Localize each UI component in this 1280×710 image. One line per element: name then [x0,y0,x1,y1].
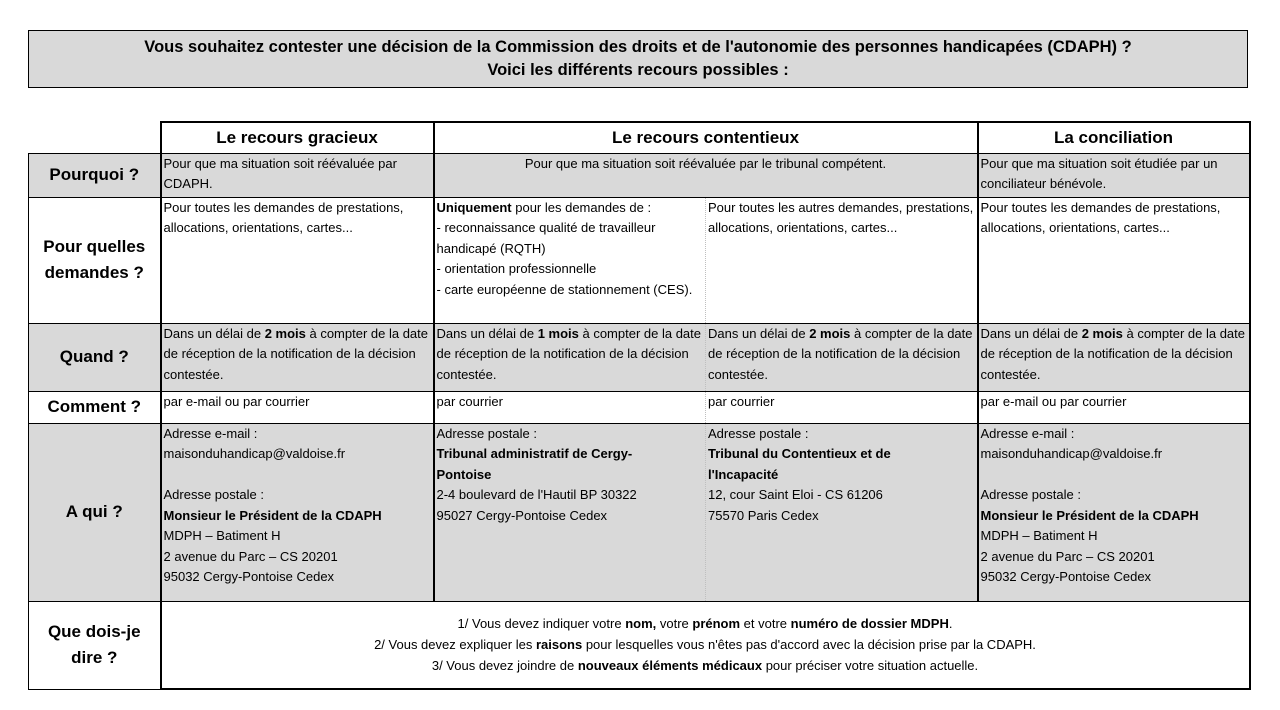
delay-conciliation: 2 mois [1081,325,1123,341]
cell-pourquoi-conciliation: Pour que ma situation soit étudiée par un conciliateur bénévole. [978,153,1250,197]
cdaph-address-3: 95032 Cergy-Pontoise Cedex [163,569,335,584]
cell-comment-contentieux-b: par courrier [706,391,978,423]
email-address: maisonduhandicap@valdoise.fr [980,446,1163,461]
row-comment [29,391,1250,423]
cell-pourquoi-gracieux: Pour que ma situation soit réévaluée par CDAPH. [161,153,434,197]
instruction-3: 3/ Vous devez joindre de nouveaux éléments médicaux pour préciser votre situation actuelle. [431,658,979,674]
row-que-dire [29,601,1250,689]
cell-quand-conciliation: Dans un délai de 2 mois à compter de la date de réception de la notification de la décision contestée. [978,323,1250,391]
cell-demandes-contentieux-b: Pour toutes les autres demandes, prestations, allocations, orientations, cartes... [706,197,978,323]
tribunal-contentieux-name-2: l'Incapacité [708,466,779,482]
tribunal-administratif-name-2: Pontoise [436,466,492,482]
tribunal-administratif-address-1: 2-4 boulevard de l'Hautil BP 30322 [436,487,637,502]
cell-a-qui-contentieux-b [706,423,978,601]
row-label-demandes [29,197,161,323]
row-label-demandes-line2: demandes ? [44,263,144,282]
tribunal-administratif-name-1: Tribunal administratif de Cergy- [436,446,633,461]
postal-label: Adresse postale : [436,425,537,441]
delay-contentieux-b: 2 mois [809,325,851,341]
cdaph-president: Monsieur le Président de la CDAPH [163,507,382,523]
instruction-2: 2/ Vous devez expliquer les raisons pour lesquelles vous n'êtes pas d'accord avec la décision prise par la CDAPH. [374,637,1036,653]
column-header-gracieux: Le recours gracieux [161,122,434,153]
cdaph-address-2: 2 avenue du Parc – CS 20201 [163,548,338,564]
delay-contentieux-a: 1 mois [537,325,579,341]
demandes-intro: pour les demandes de : [511,199,652,215]
header-row [29,122,1250,153]
demandes-item-orientation: - orientation professionnelle [436,261,597,276]
tribunal-contentieux-name-1: Tribunal du Contentieux et de [708,446,891,461]
email-address: maisonduhandicap@valdoise.fr [163,446,346,461]
row-label-quand: Quand ? [29,323,161,391]
row-label-que-dire [29,601,161,689]
row-pourquoi [29,153,1250,197]
postal-label: Adresse postale : [163,487,264,502]
column-header-contentieux: Le recours contentieux [434,122,978,153]
demandes-uniquement: Uniquement [436,199,512,215]
email-label: Adresse e-mail : [980,425,1075,441]
row-label-comment: Comment ? [29,391,161,423]
cell-comment-contentieux-a: par courrier [434,391,706,423]
cell-demandes-conciliation: Pour toutes les demandes de prestations, allocations, orientations, cartes... [978,197,1250,323]
cell-quand-contentieux-b: Dans un délai de 2 mois à compter de la date de réception de la notification de la décision contestée. [706,323,978,391]
row-quand [29,323,1250,391]
cell-demandes-gracieux: Pour toutes les demandes de prestations, allocations, orientations, cartes... [161,197,434,323]
row-demandes [29,197,1250,323]
corner-cell [29,122,161,153]
page-title-banner [28,30,1248,88]
delay-gracieux: 2 mois [264,325,306,341]
cell-quand-contentieux-a: Dans un délai de 1 mois à compter de la date de réception de la notification de la décision contestée. [434,323,706,391]
cell-comment-conciliation: par e-mail ou par courrier [978,391,1250,423]
postal-label: Adresse postale : [980,487,1081,502]
tribunal-administratif-address-2: 95027 Cergy-Pontoise Cedex [436,507,608,523]
row-label-a-qui: A qui ? [29,423,161,601]
cdaph-address-1: MDPH – Batiment H [163,528,281,543]
cdaph-address-3: 95032 Cergy-Pontoise Cedex [980,569,1152,584]
email-label: Adresse e-mail : [163,425,258,441]
cell-a-qui-gracieux [161,423,434,601]
column-header-conciliation: La conciliation [978,122,1250,153]
cell-pourquoi-contentieux: Pour que ma situation soit réévaluée par le tribunal compétent. [434,153,978,197]
row-label-pourquoi: Pourquoi ? [29,153,161,197]
cell-demandes-contentieux-a [434,197,706,323]
postal-label: Adresse postale : [708,425,809,441]
cell-a-qui-conciliation [978,423,1250,601]
page-title: Vous souhaitez contester une décision de la Commission des droits et de l'autonomie des personnes handicapées (CDAPH) ? [144,38,1132,56]
cell-que-dire [161,601,1250,689]
row-label-que-dire-line2: dire ? [71,648,118,667]
cdaph-address-2: 2 avenue du Parc – CS 20201 [980,548,1155,564]
tribunal-contentieux-address-1: 12, cour Saint Eloi - CS 61206 [708,487,883,502]
page-subtitle: Voici les différents recours possibles : [487,61,789,79]
row-label-demandes-line1: Pour quelles [43,237,146,256]
demandes-item-rqth: - reconnaissance qualité de travailleur handicapé (RQTH) [436,220,656,256]
cdaph-address-1: MDPH – Batiment H [980,528,1098,543]
cell-quand-gracieux: Dans un délai de 2 mois à compter de la date de réception de la notification de la décision contestée. [161,323,434,391]
instruction-1: 1/ Vous devez indiquer votre nom, votre prénom et votre numéro de dossier MDPH. [457,616,953,632]
row-a-qui [29,423,1250,601]
row-label-que-dire-line1: Que dois-je [47,622,141,641]
tribunal-contentieux-address-2: 75570 Paris Cedex [708,507,819,523]
recours-table [28,121,1251,690]
cdaph-president: Monsieur le Président de la CDAPH [980,507,1199,523]
cell-a-qui-contentieux-a [434,423,706,601]
cell-comment-gracieux: par e-mail ou par courrier [161,391,434,423]
demandes-item-ces: - carte européenne de stationnement (CES). [436,281,693,297]
